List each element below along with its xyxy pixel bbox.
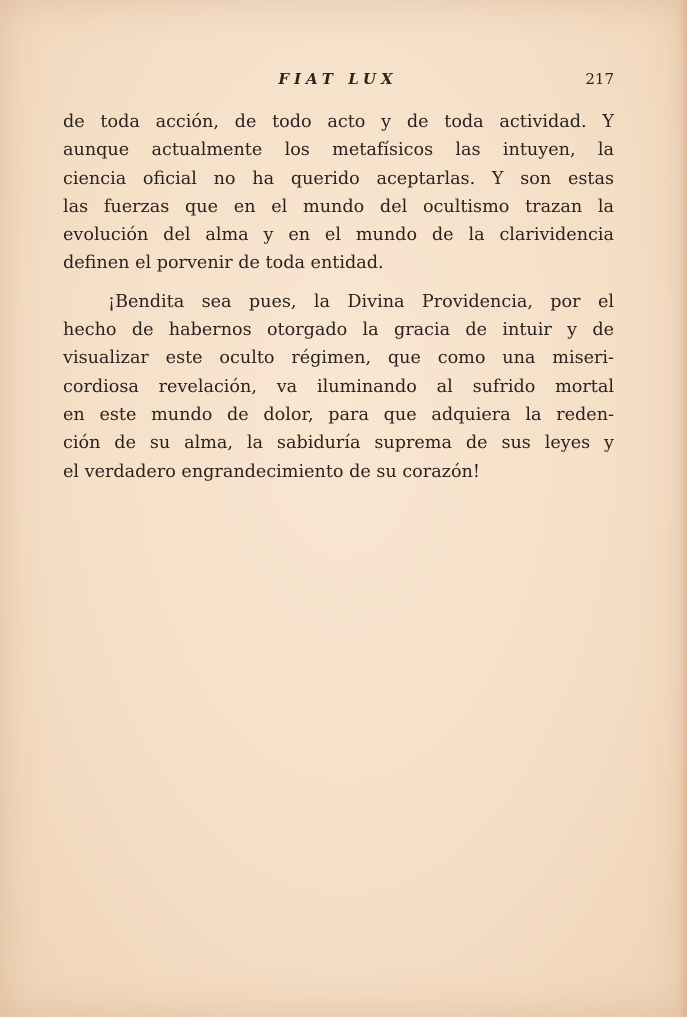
text-line: ¡Bendita sea pues, la Divina Providencia, por el bbox=[108, 291, 614, 312]
running-title: FIAT LUX bbox=[278, 70, 398, 88]
text-line: ción de su alma, la sabiduría suprema de sus leyes y bbox=[63, 433, 614, 454]
text-line: de toda acción, de todo acto y de toda actividad. Y bbox=[63, 112, 614, 132]
text-line: aunque actualmente los metafísicos las intuyen, la bbox=[63, 140, 614, 161]
paragraph-1 bbox=[63, 108, 614, 278]
text-line: el verdadero engrandecimiento de su corazón! bbox=[63, 461, 480, 482]
text-line: hecho de habernos otorgado la gracia de intuir y de bbox=[63, 320, 614, 341]
paragraph-2 bbox=[63, 288, 614, 486]
text-line: definen el porvenir de toda entidad. bbox=[63, 253, 384, 274]
body-text bbox=[63, 108, 614, 486]
text-line: las fuerzas que en el mundo del ocultismo trazan la bbox=[63, 196, 614, 217]
text-line: visualizar este oculto régimen, que como una miseri- bbox=[63, 348, 614, 369]
text-line: en este mundo de dolor, para que adquiera la reden- bbox=[63, 404, 614, 425]
text-line: ciencia oficial no ha querido aceptarlas. Y son estas bbox=[63, 168, 614, 189]
page-edge-shadow bbox=[679, 0, 687, 1017]
page-header bbox=[62, 70, 614, 94]
page-number: 217 bbox=[585, 70, 614, 88]
text-line: cordiosa revelación, va iluminando al sufrido mortal bbox=[63, 376, 614, 397]
text-line: evolución del alma y en el mundo de la clarividencia bbox=[63, 225, 614, 246]
